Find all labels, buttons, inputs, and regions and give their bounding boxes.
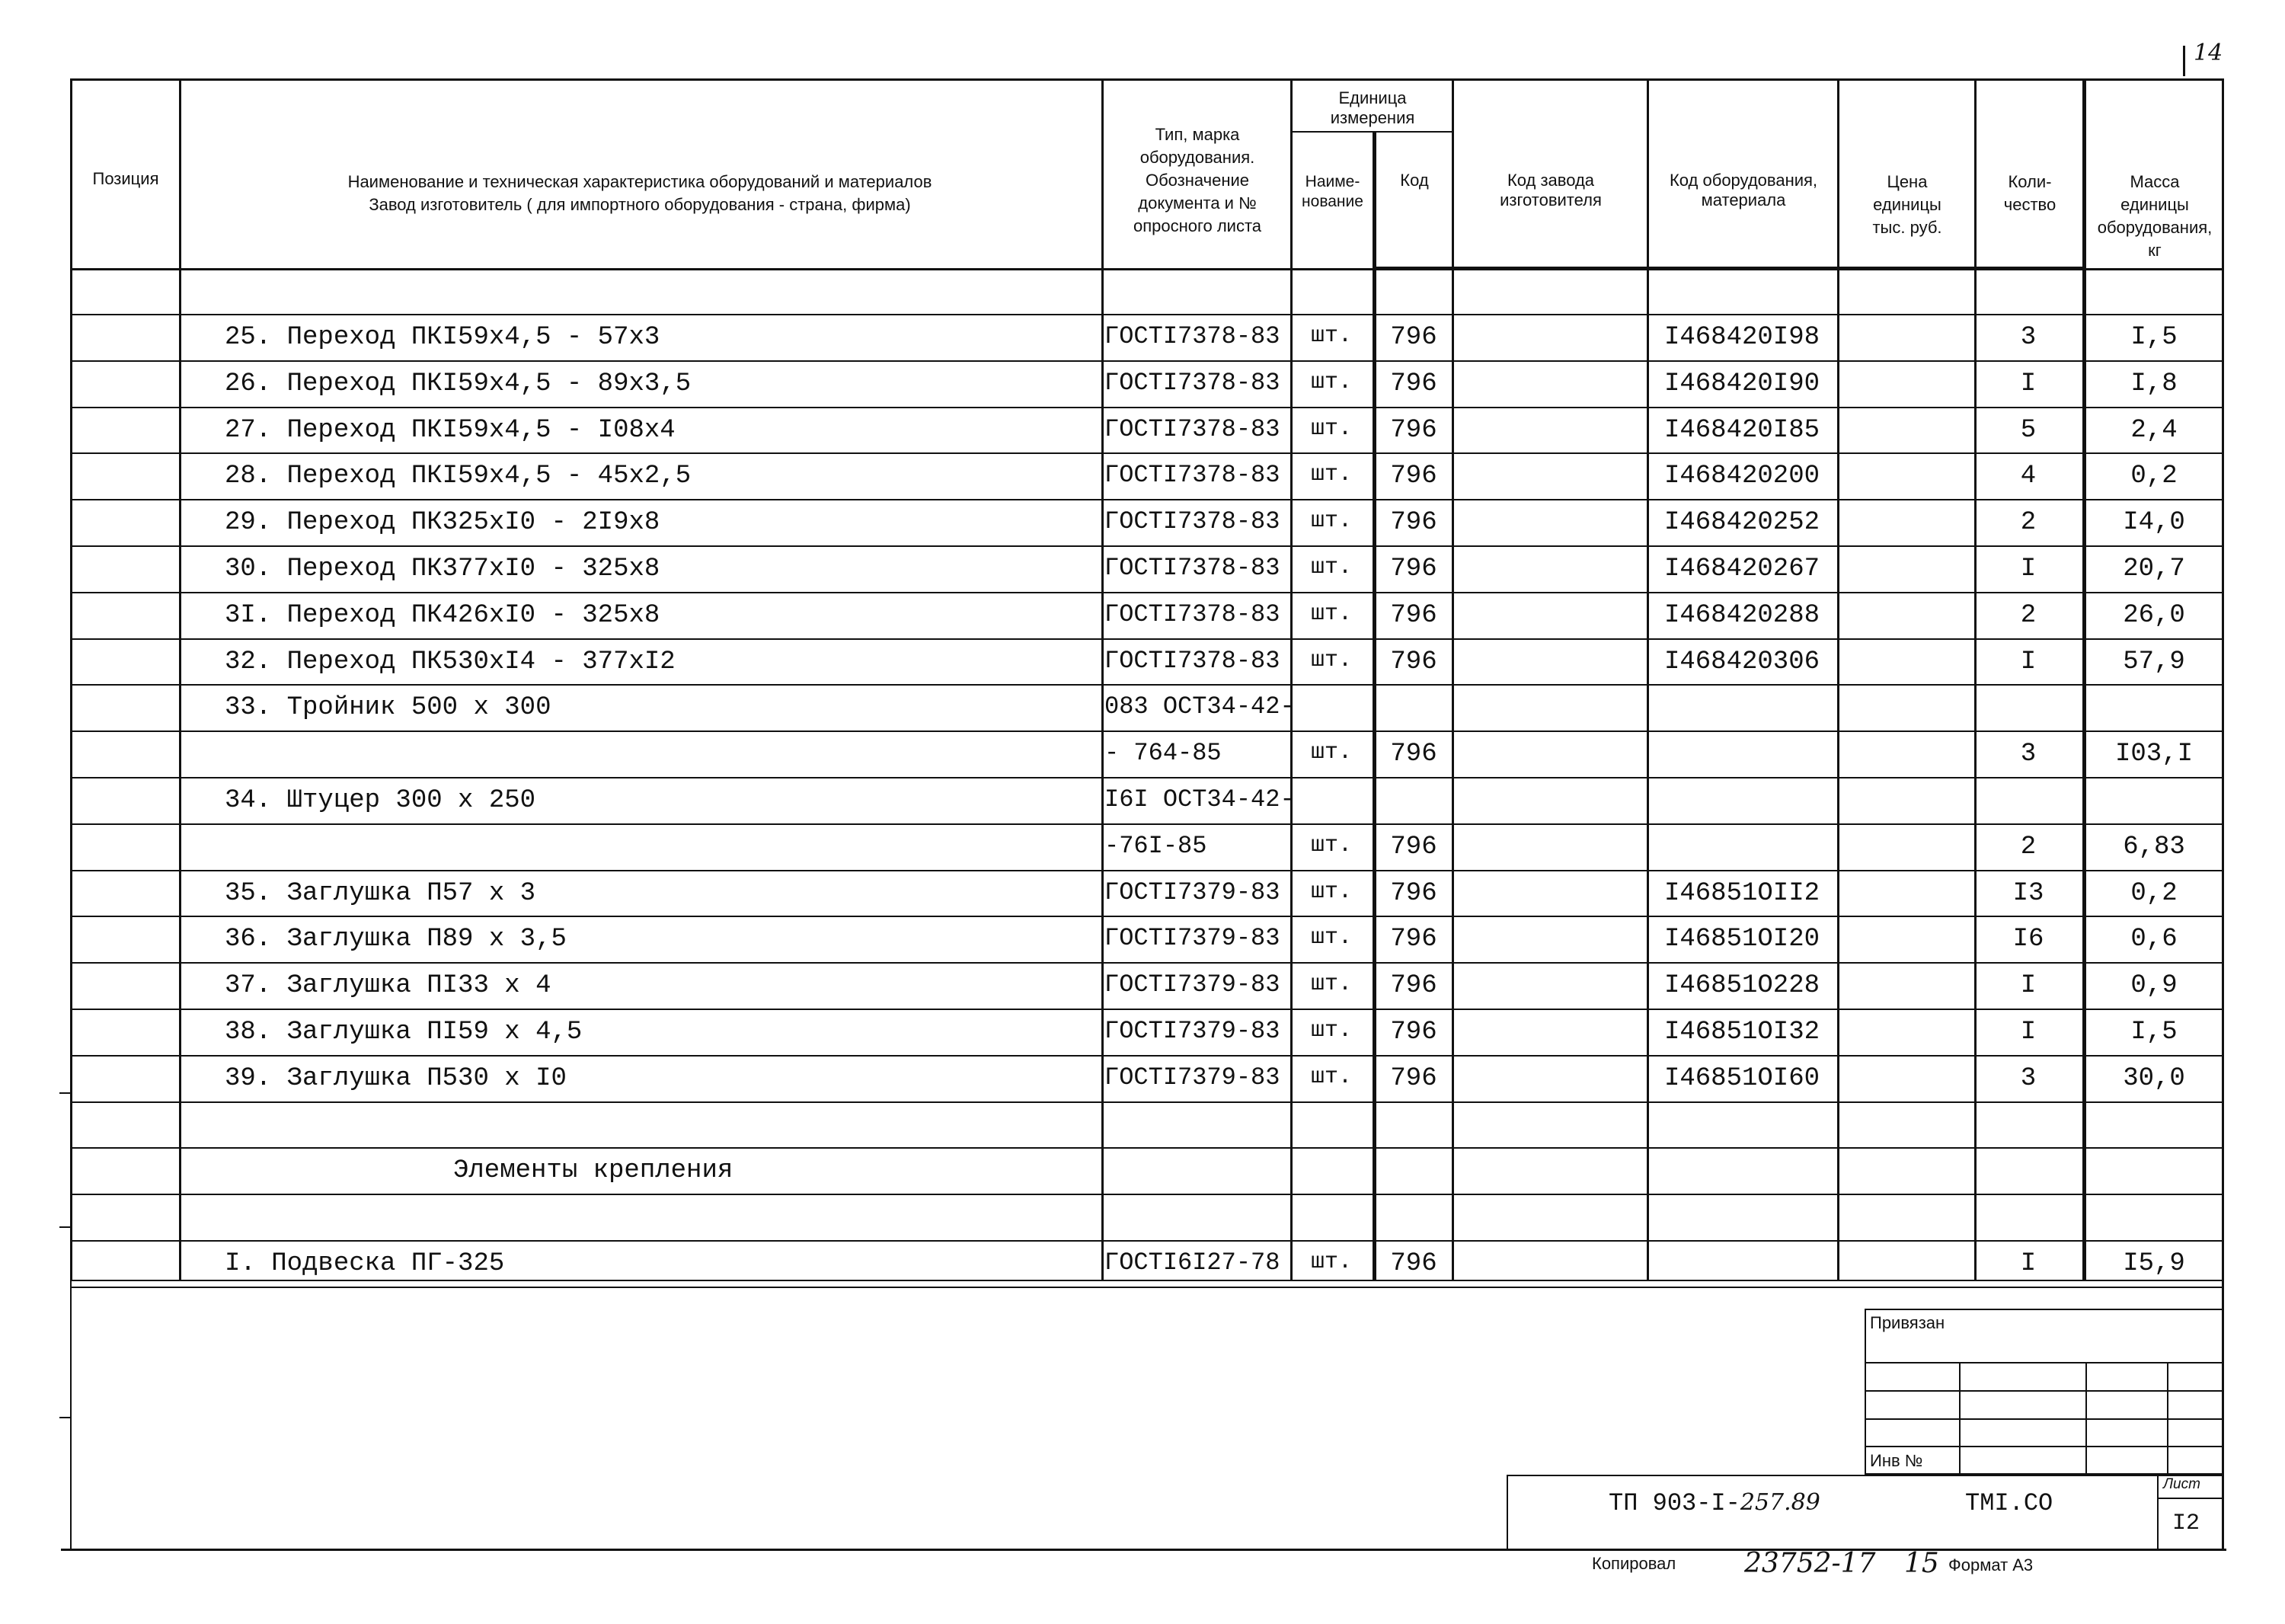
cell-doc: ГОСТI7379-83 (1104, 924, 1280, 953)
cell-code: 796 (1390, 925, 1437, 954)
col-line (1647, 78, 1649, 1280)
row-divider (70, 407, 2224, 408)
cell-code: 796 (1390, 555, 1437, 583)
cell-code: 796 (1390, 462, 1437, 491)
cell-unit: шт. (1310, 925, 1352, 951)
cell-unit: шт. (1310, 1063, 1352, 1090)
cell-equip: I46851O228 (1663, 971, 1820, 1001)
cell-mass: I,5 (2130, 1018, 2178, 1047)
cell-doc: ГОСТI7378-83 (1104, 414, 1280, 443)
cell-code: 796 (1390, 323, 1437, 352)
row-divider (70, 962, 2224, 964)
cell-name: 3I. Переход ПК426хI0 - 325х8 (225, 600, 660, 630)
row-divider (70, 1240, 2224, 1242)
margin-tick (59, 1226, 72, 1228)
cell-mass: I,5 (2130, 323, 2178, 352)
document-suffix: ТМI.СО (1965, 1489, 2053, 1517)
cell-name: Элементы крепления (453, 1156, 733, 1186)
cell-equip: I468420306 (1663, 647, 1820, 676)
cell-doc: ГОСТI7379-83 (1104, 1017, 1280, 1045)
cell-name: 37. Заглушка ПI33 х 4 (225, 971, 551, 1001)
cell-doc: ГОСТI6I27-78 (1104, 1248, 1280, 1277)
header-equipment-code: Код оборудования, материала (1669, 171, 1818, 209)
cell-unit: шт. (1310, 971, 1352, 998)
margin-tick (59, 1417, 72, 1418)
cell-qty: I (2020, 369, 2037, 398)
cell-name: 27. Переход ПКI59х4,5 - I08х4 (225, 415, 676, 445)
cell-name: 32. Переход ПК530хI4 - 377хI2 (225, 647, 676, 676)
col-line (1290, 78, 1293, 1280)
cell-equip: I46851OI20 (1663, 925, 1820, 954)
copied-label: Копировал (1592, 1554, 1676, 1573)
page-left-edge (70, 1280, 72, 1550)
cell-code: 796 (1390, 740, 1437, 769)
cell-code: 796 (1390, 832, 1437, 862)
cell-code: 796 (1390, 508, 1437, 538)
cell-code: 796 (1390, 878, 1437, 908)
stamp-line (2157, 1475, 2159, 1551)
document-code (1609, 1491, 1820, 1516)
row-divider (70, 1147, 2224, 1149)
cell-unit: шт. (1310, 555, 1352, 580)
cell-unit: шт. (1310, 878, 1352, 905)
cell-equip: I468420267 (1663, 555, 1820, 583)
cell-doc: ГОСТI7378-83 (1104, 322, 1280, 350)
document-code-prefix: ТП 903-I- (1609, 1489, 1740, 1517)
cell-mass: I4,0 (2123, 508, 2185, 538)
cell-doc: ГОСТI7378-83 (1104, 646, 1280, 675)
cell-unit: шт. (1310, 462, 1352, 488)
page-number: 14 (2194, 40, 2223, 66)
cell-qty: 5 (2020, 415, 2037, 445)
cell-mass: 0,6 (2130, 925, 2178, 954)
row-divider (70, 1101, 2224, 1103)
border-top (70, 78, 2224, 81)
copy-sheet-number: 15 (1904, 1548, 1939, 1579)
cell-doc: ГОСТI7379-83 (1104, 970, 1280, 999)
cell-qty: 2 (2020, 600, 2037, 630)
cell-mass: 2,4 (2130, 415, 2178, 445)
col-line (1101, 78, 1104, 1280)
header-bold-line (1373, 267, 2085, 270)
row-divider (70, 870, 2224, 871)
page-number-tick (2183, 46, 2185, 76)
col-line (1452, 78, 1454, 1280)
cell-doc: -76I-85 (1104, 831, 1207, 860)
row-divider (70, 1287, 2224, 1288)
cell-doc: ГОСТI7378-83 (1104, 368, 1280, 397)
cell-name: 34. Штуцер 300 х 250 (225, 786, 536, 815)
cell-qty: 3 (2020, 323, 2037, 352)
col-line (1837, 78, 1839, 1280)
cell-name: 30. Переход ПК377хI0 - 325х8 (225, 555, 660, 583)
cell-doc: ГОСТI7378-83 (1104, 461, 1280, 490)
stamp-line (1865, 1362, 2223, 1363)
cell-equip: I468420I90 (1663, 369, 1820, 398)
cell-name: 38. Заглушка ПI59 х 4,5 (225, 1018, 583, 1047)
sheet-label: Лист (2163, 1476, 2200, 1492)
cell-doc: I6I ОСТ34-42- (1104, 785, 1295, 814)
cell-mass: I5,9 (2123, 1249, 2185, 1278)
row-divider (70, 777, 2224, 778)
cell-qty: I (2020, 971, 2037, 1001)
border-left (70, 78, 72, 1280)
col-line (179, 78, 181, 1280)
cell-equip: I46851OII2 (1663, 878, 1820, 908)
header-type: Тип, марка оборудования. Обозначение документа и № опросного листа (1133, 125, 1262, 235)
cell-equip: I46851OI32 (1663, 1018, 1820, 1047)
cell-doc: - 764-85 (1104, 739, 1222, 768)
cell-qty: I (2020, 1249, 2037, 1278)
cell-doc: ГОСТI7379-83 (1104, 1063, 1280, 1092)
cell-name: 25. Переход ПКI59х4,5 - 57х3 (225, 323, 660, 352)
stamp-line (2157, 1498, 2223, 1499)
cell-code: 796 (1390, 369, 1437, 398)
cell-name: 28. Переход ПКI59х4,5 - 45х2,5 (225, 462, 692, 491)
order-number: 23752-17 (1744, 1548, 1876, 1579)
cell-unit: шт. (1310, 1249, 1352, 1275)
cell-qty: 4 (2020, 462, 2037, 491)
cell-mass: 57,9 (2123, 647, 2185, 676)
cell-doc: ГОСТI7378-83 (1104, 599, 1280, 628)
cell-unit: шт. (1310, 415, 1352, 442)
col-line-bold (1373, 132, 1376, 1280)
cell-code: 796 (1390, 971, 1437, 1001)
header-name (183, 171, 1097, 216)
header-mass: Масса единицы оборудования, кг (2097, 172, 2213, 260)
cell-mass: 26,0 (2123, 600, 2185, 630)
cell-mass: 20,7 (2123, 555, 2185, 583)
row-divider (70, 638, 2224, 640)
cell-code: 796 (1390, 1249, 1437, 1278)
header-unit-name: Наиме- нование (1302, 173, 1363, 210)
cell-code: 796 (1390, 1018, 1437, 1047)
stamp-line (1865, 1446, 2223, 1447)
row-divider (70, 1055, 2224, 1057)
header-price: Цена единицы тыс. руб. (1872, 172, 1942, 237)
cell-mass: 0,2 (2130, 878, 2178, 908)
cell-qty: I (2020, 555, 2037, 583)
cell-name: I. Подвеска ПГ-325 (225, 1249, 505, 1278)
cell-qty: I (2020, 1018, 2037, 1047)
cell-doc: ГОСТI7379-83 (1104, 878, 1280, 906)
cell-mass: 0,2 (2130, 462, 2178, 491)
format-label: Формат А3 (1948, 1555, 2034, 1574)
row-divider (70, 360, 2224, 362)
margin-tick (59, 1092, 72, 1094)
unit-group-line (1290, 131, 1453, 133)
row-divider (70, 916, 2224, 917)
stamp-line (2167, 1362, 2168, 1475)
cell-equip: I468420I85 (1663, 415, 1820, 445)
row-divider (70, 823, 2224, 825)
cell-equip: I468420200 (1663, 462, 1820, 491)
cell-name: 39. Заглушка П530 х I0 (225, 1063, 567, 1093)
cell-unit: шт. (1310, 832, 1352, 858)
cell-unit: шт. (1310, 508, 1352, 535)
cell-equip: I468420I98 (1663, 323, 1820, 352)
cell-qty: I (2020, 647, 2037, 676)
cell-unit: шт. (1310, 323, 1352, 349)
cell-unit: шт. (1310, 740, 1352, 766)
cell-equip: I46851OI60 (1663, 1063, 1820, 1093)
row-divider (70, 1194, 2224, 1195)
cell-mass: I03,I (2114, 740, 2194, 769)
row-divider (70, 452, 2224, 454)
row-divider (70, 545, 2224, 547)
stamp-line (1865, 1418, 2223, 1420)
row-divider (70, 499, 2224, 500)
col-line (1974, 78, 1977, 1280)
header-unit-code: Код (1400, 171, 1429, 190)
cell-doc: ГОСТI7378-83 (1104, 507, 1280, 536)
row-divider (70, 592, 2224, 593)
cell-unit: шт. (1310, 1018, 1352, 1044)
cell-name: 29. Переход ПК325хI0 - 2I9х8 (225, 508, 660, 538)
col-line-bold (2082, 78, 2086, 1280)
stamp-line (1865, 1390, 2223, 1392)
inv-label: Инв № (1870, 1451, 1923, 1470)
cell-name: 36. Заглушка П89 х 3,5 (225, 925, 567, 954)
cell-qty: 3 (2020, 1063, 2037, 1093)
cell-unit: шт. (1310, 369, 1352, 395)
cell-qty: I3 (2012, 878, 2044, 908)
attached-label: Привязан (1870, 1313, 1945, 1332)
cell-name: 26. Переход ПКI59х4,5 - 89х3,5 (225, 369, 692, 398)
cell-doc: ГОСТI7378-83 (1104, 554, 1280, 582)
attached-box (1865, 1309, 2223, 1475)
stamp-line (1959, 1362, 1961, 1475)
header-unit-group: Единица измерения (1330, 88, 1415, 127)
header-name-line1: Наименование и техническая характеристика оборудований и материалов (347, 172, 932, 191)
cell-qty: I6 (2012, 925, 2044, 954)
header-quantity: Коли- чество (2003, 172, 2056, 214)
stamp-line (2085, 1362, 2087, 1475)
cell-code: 796 (1390, 415, 1437, 445)
cell-unit: шт. (1310, 647, 1352, 673)
cell-unit: шт. (1310, 600, 1352, 627)
header-name-line2: Завод изготовитель ( для импортного оборудования - страна, фирма) (369, 195, 911, 214)
cell-mass: 6,83 (2123, 832, 2185, 862)
cell-mass: 0,9 (2130, 971, 2178, 1001)
row-divider (70, 314, 2224, 315)
row-divider (70, 730, 2224, 732)
document-code-handwritten: 257.89 (1740, 1489, 1820, 1516)
table-bottom-line (70, 1280, 2224, 1281)
cell-doc: 083 ОСТ34-42- (1104, 692, 1295, 721)
cell-qty: 3 (2020, 740, 2037, 769)
cell-equip: I468420288 (1663, 600, 1820, 630)
cell-name: 35. Заглушка П57 х 3 (225, 878, 536, 908)
cell-code: 796 (1390, 600, 1437, 630)
row-divider (70, 684, 2224, 686)
header-factory-code: Код завода изготовителя (1500, 171, 1602, 209)
cell-code: 796 (1390, 1063, 1437, 1093)
cell-qty: 2 (2020, 832, 2037, 862)
cell-name: 33. Тройник 500 х 300 (225, 693, 551, 723)
row-divider (70, 1009, 2224, 1010)
cell-equip: I468420252 (1663, 508, 1820, 538)
sheet-number: I2 (2172, 1511, 2200, 1536)
cell-mass: I,8 (2130, 369, 2178, 398)
header-position: Позиция (92, 169, 159, 188)
cell-mass: 30,0 (2123, 1063, 2185, 1093)
cell-qty: 2 (2020, 508, 2037, 538)
cell-code: 796 (1390, 647, 1437, 676)
